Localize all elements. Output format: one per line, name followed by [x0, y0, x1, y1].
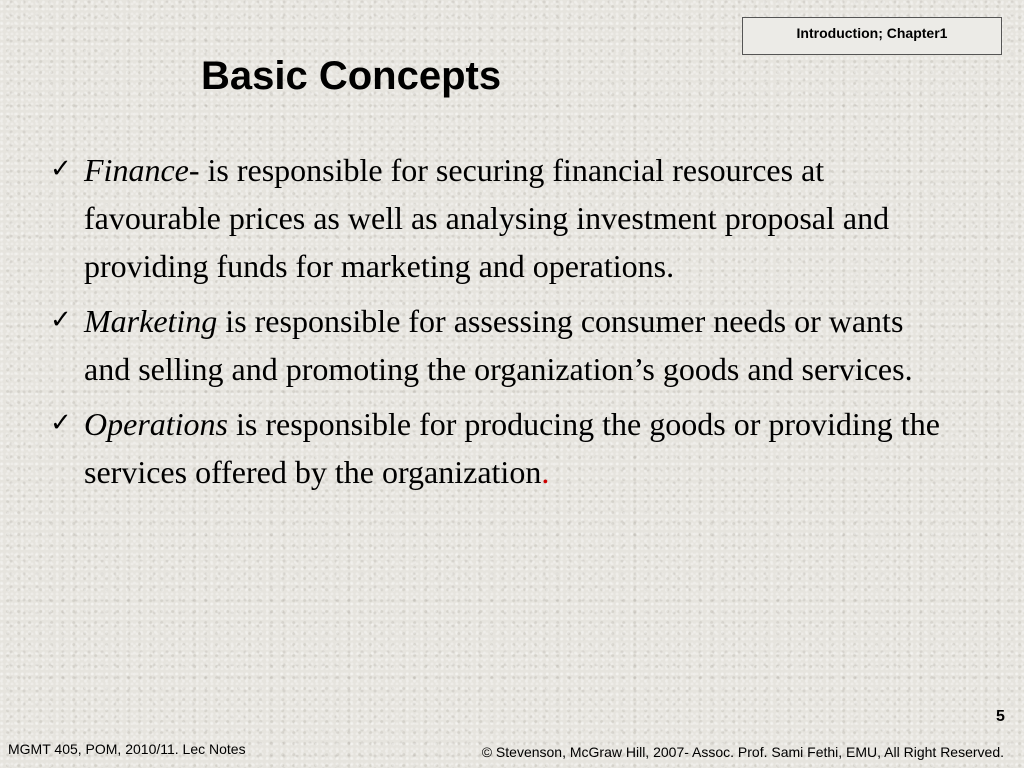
bullet-marketing	[50, 297, 950, 393]
bullet-text: is responsible for producing the goods or providing the services offered by the organization	[84, 406, 940, 490]
chapter-label-box	[742, 17, 1002, 55]
bullet-finance	[50, 146, 950, 290]
check-icon: ✓	[50, 305, 72, 335]
check-icon: ✓	[50, 154, 72, 184]
bullet-operations	[50, 400, 950, 496]
bullet-term: Finance	[84, 152, 189, 188]
page-number: 5	[996, 708, 1005, 725]
end-mark: .	[541, 454, 550, 490]
bullet-text: - is responsible for securing financial resources at favourable prices as well as analysing investment proposal and providing funds for marketing and operations.	[84, 152, 890, 284]
check-icon: ✓	[50, 408, 72, 438]
slide-title: Basic Concepts	[201, 54, 502, 98]
footer-course: MGMT 405, POM, 2010/11. Lec Notes	[8, 741, 246, 757]
chapter-label: Introduction; Chapter1	[796, 25, 948, 41]
bullet-term: Marketing	[84, 303, 218, 339]
footer-copyright: © Stevenson, McGraw Hill, 2007- Assoc. Prof. Sami Fethi, EMU, All Right Reserved.	[481, 744, 1004, 760]
bullet-term: Operations	[84, 406, 228, 442]
bullet-text: is responsible for assessing consumer needs or wants and selling and promoting the organization’s goods and services.	[84, 303, 913, 387]
bullet-list	[50, 146, 950, 503]
